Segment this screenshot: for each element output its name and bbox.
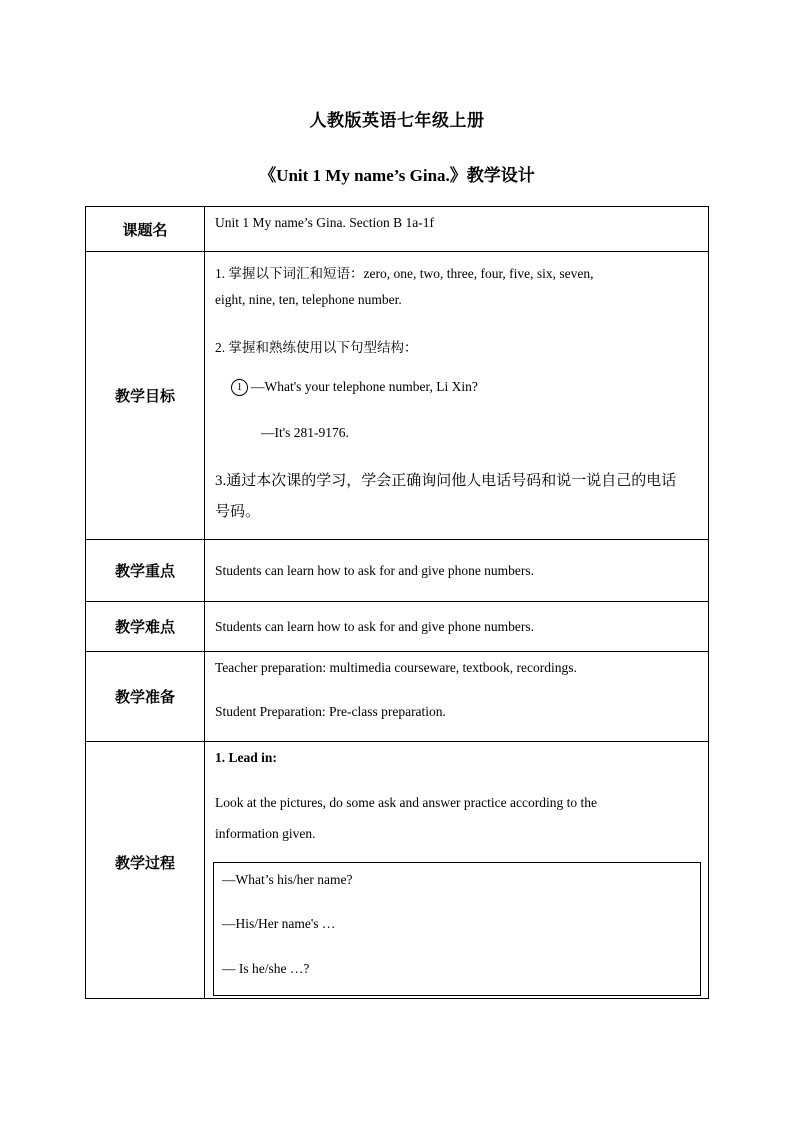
lead-in-heading: 1. Lead in: — [215, 750, 277, 765]
document-title: 人教版英语七年级上册 — [309, 111, 485, 130]
document-subtitle: 《Unit 1 My name’s Gina.》教学设计 — [259, 166, 535, 185]
objectives-line-2: eight, nine, ten, telephone number. — [215, 292, 402, 307]
key-points-value: Students can learn how to ask for and give phone numbers. — [215, 562, 535, 578]
teacher-preparation: Teacher preparation: multimedia courseware, textbook, recordings. — [215, 660, 577, 675]
row-preparation — [86, 652, 709, 742]
dialogue-line-2: —His/Her name's … — [222, 916, 336, 931]
objectives-label: 教学目标 — [86, 252, 205, 540]
dialogue-box — [213, 862, 701, 996]
row-topic — [86, 207, 709, 252]
objectives-sentence-1 — [231, 379, 478, 396]
objectives-line-5: —It's 281-9176. — [261, 425, 349, 440]
difficulties-cell — [205, 602, 709, 652]
row-process — [86, 742, 709, 999]
topic-label: 课题名 — [86, 207, 205, 252]
difficulties-label: 教学难点 — [86, 602, 205, 652]
process-label: 教学过程 — [86, 742, 205, 999]
row-objectives — [86, 252, 709, 540]
process-cell — [205, 742, 709, 999]
objectives-line-3: 2. 掌握和熟练使用以下句型结构： — [215, 340, 418, 355]
process-line-1: Look at the pictures, do some ask and answer practice according to the — [215, 795, 597, 810]
lesson-plan-table — [85, 206, 709, 999]
objectives-line-6: 3.通过本次课的学习，学会正确询问他人电话号码和说一说自己的电话 — [215, 473, 677, 489]
key-points-label: 教学重点 — [86, 540, 205, 602]
objectives-cell — [205, 252, 709, 540]
row-difficulties — [86, 602, 709, 652]
dialogue-line-3: — Is he/she …? — [222, 961, 310, 976]
topic-cell — [205, 207, 709, 252]
difficulties-value: Students can learn how to ask for and give phone numbers. — [215, 618, 535, 634]
preparation-label: 教学准备 — [86, 652, 205, 742]
objectives-line-1: 1. 掌握以下词汇和短语：zero, one, two, three, four, five, six, seven, — [215, 266, 594, 281]
dialogue-line-1: —What’s his/her name? — [222, 872, 353, 887]
circled-number-marker: 1 — [231, 379, 248, 396]
student-preparation: Student Preparation: Pre-class preparation. — [215, 704, 446, 719]
topic-value: Unit 1 My name’s Gina. Section B 1a-1f — [215, 215, 434, 230]
key-points-cell — [205, 540, 709, 602]
preparation-cell — [205, 652, 709, 742]
process-line-2: information given. — [215, 826, 316, 841]
objectives-line-4: —What's your telephone number, Li Xin? — [251, 379, 478, 394]
row-key-points — [86, 540, 709, 602]
objectives-line-7: 号码。 — [215, 504, 261, 520]
